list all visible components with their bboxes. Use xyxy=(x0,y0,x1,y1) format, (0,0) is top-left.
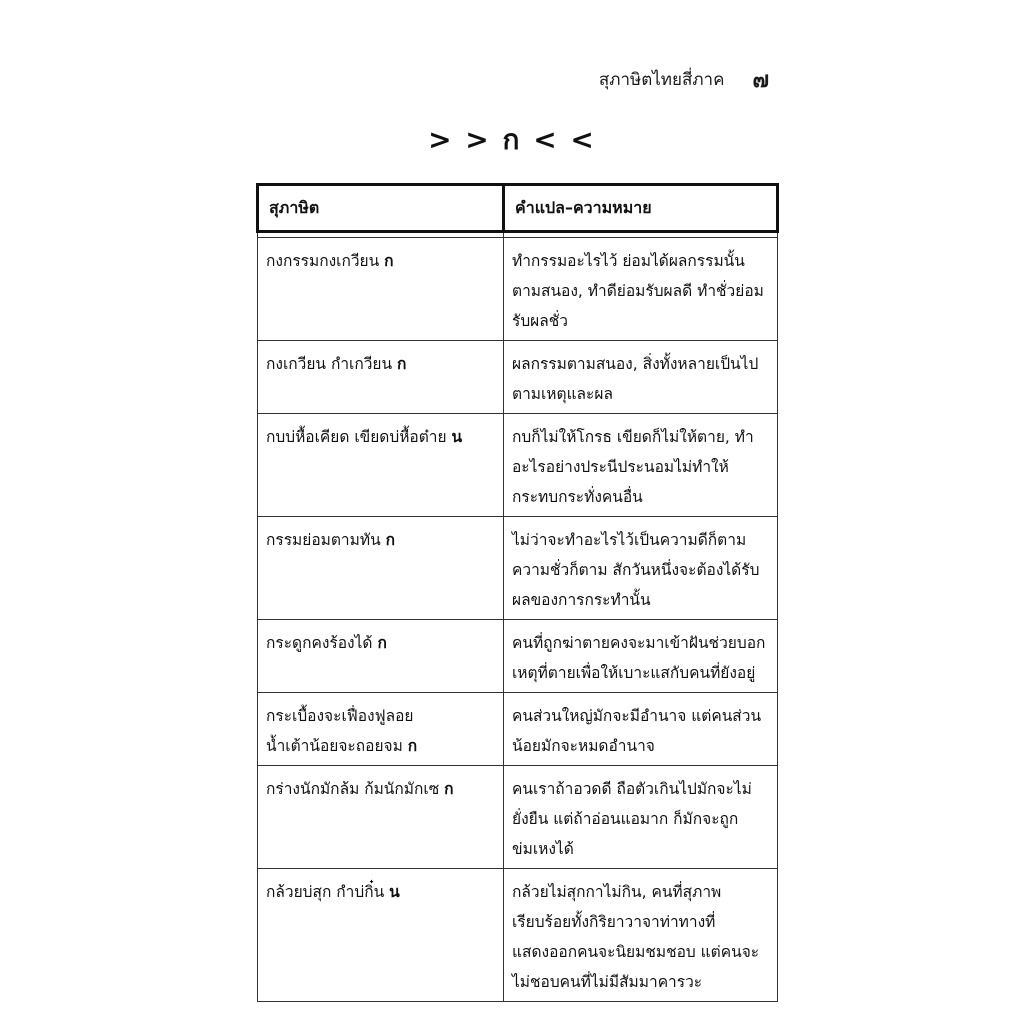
table-row xyxy=(258,517,778,620)
proverb-text: กระเบื้องจะเฟื่องฟูลอย น้ำเต้าน้อยจะถอยจม xyxy=(266,707,414,755)
region-tag: ก xyxy=(444,780,454,798)
meaning-text: ทำกรรมอะไรไว้ ย่อมได้ผลกรรมนั้นตามสนอง, ทำดีย่อมรับผลดี ทำชั่วย่อมรับผลชั่ว xyxy=(512,252,764,330)
table-row xyxy=(258,238,778,341)
proverb-text: กงกรรมกงเกวียน xyxy=(266,252,380,270)
table-body xyxy=(258,238,778,1002)
proverb-text: กบบ่หื้อเคียด เขียดบ่หื้อต๋าย xyxy=(266,428,447,446)
region-tag: ก xyxy=(377,634,387,652)
region-tag: ก xyxy=(397,355,407,373)
table-row xyxy=(258,766,778,869)
proverb-cell xyxy=(258,766,504,869)
meaning-cell xyxy=(504,517,778,620)
table-row xyxy=(258,693,778,766)
proverb-cell xyxy=(258,414,504,517)
proverb-text: กงเกวียน กำเกวียน xyxy=(266,355,393,373)
meaning-text: ผลกรรมตามสนอง, สิ่งทั้งหลายเป็นไปตามเหตุและผล xyxy=(512,355,759,403)
meaning-cell xyxy=(504,620,778,693)
proverb-text: กระดูกคงร้องได้ xyxy=(266,634,373,652)
page-header xyxy=(599,62,769,97)
table-row xyxy=(258,869,778,1002)
meaning-text: คนเราถ้าอวดดี ถือตัวเกินไปมักจะไม่ยั่งยืน แต่ถ้าอ่อนแอมาก ก็มักจะถูกข่มเหงได้ xyxy=(512,780,752,858)
proverb-cell xyxy=(258,517,504,620)
proverb-table xyxy=(256,183,779,1002)
meaning-cell xyxy=(504,238,778,341)
meaning-cell xyxy=(504,766,778,869)
region-tag: น xyxy=(389,883,400,901)
proverb-cell xyxy=(258,620,504,693)
meaning-text: ไม่ว่าจะทำอะไรไว้เป็นความดีก็ตามความชั่วก็ตาม สักวันหนึ่งจะต้องได้รับผลของการกระทำนั้น xyxy=(512,531,760,609)
column-header-proverb: สุภาษิต xyxy=(258,185,504,232)
proverb-text: กร่างนักมักล้ม ก้มนักมักเซ xyxy=(266,780,440,798)
table-header-row xyxy=(258,185,778,232)
meaning-cell xyxy=(504,693,778,766)
meaning-text: คนที่ถูกฆ่าตายคงจะมาเข้าฝันช่วยบอกเหตุที่ตายเพื่อให้เบาะแสกับคนที่ยังอยู่ xyxy=(512,634,766,682)
region-tag: ก xyxy=(385,531,395,549)
region-tag: ก xyxy=(407,737,418,755)
meaning-text: กบก็ไม่ให้โกรธ เขียดก็ไม่ให้ตาย, ทำอะไรอย่างประนีประนอมไม่ทำให้กระทบกระทั่งคนอื่น xyxy=(512,428,754,506)
region-tag: ก xyxy=(384,252,394,270)
meaning-cell xyxy=(504,869,778,1002)
proverb-text: กล้วยบ่สุก กำบ่กิ๋น xyxy=(266,883,385,901)
meaning-text: คนส่วนใหญ่มักจะมีอำนาจ แต่คนส่วนน้อยมักจะหมดอำนาจ xyxy=(512,707,762,755)
table-row xyxy=(258,414,778,517)
page-number: ๗ xyxy=(752,68,769,93)
meaning-cell xyxy=(504,414,778,517)
proverb-cell xyxy=(258,869,504,1002)
proverb-text: กรรมย่อมตามทัน xyxy=(266,531,381,549)
region-tag: น xyxy=(451,428,463,446)
table-row xyxy=(258,341,778,414)
column-header-meaning: คำแปล–ความหมาย xyxy=(504,185,778,232)
book-title: สุภาษิตไทยสี่ภาค xyxy=(598,70,725,90)
meaning-text: กล้วยไม่สุกกาไม่กิน, คนที่สุภาพเรียบร้อยทั้งกิริยาวาจาท่าทางที่แสดงออกคนจะนิยมชมชอบ แต่คนจะไม่ชอบคนที่ไม่มีสัมมาคารวะ xyxy=(512,883,760,991)
table-row xyxy=(258,620,778,693)
section-heading: > > ก < < xyxy=(428,123,596,156)
meaning-cell xyxy=(504,341,778,414)
proverb-cell xyxy=(258,238,504,341)
proverb-cell xyxy=(258,341,504,414)
proverb-cell xyxy=(258,693,504,766)
proverb-table-container xyxy=(256,183,776,1002)
